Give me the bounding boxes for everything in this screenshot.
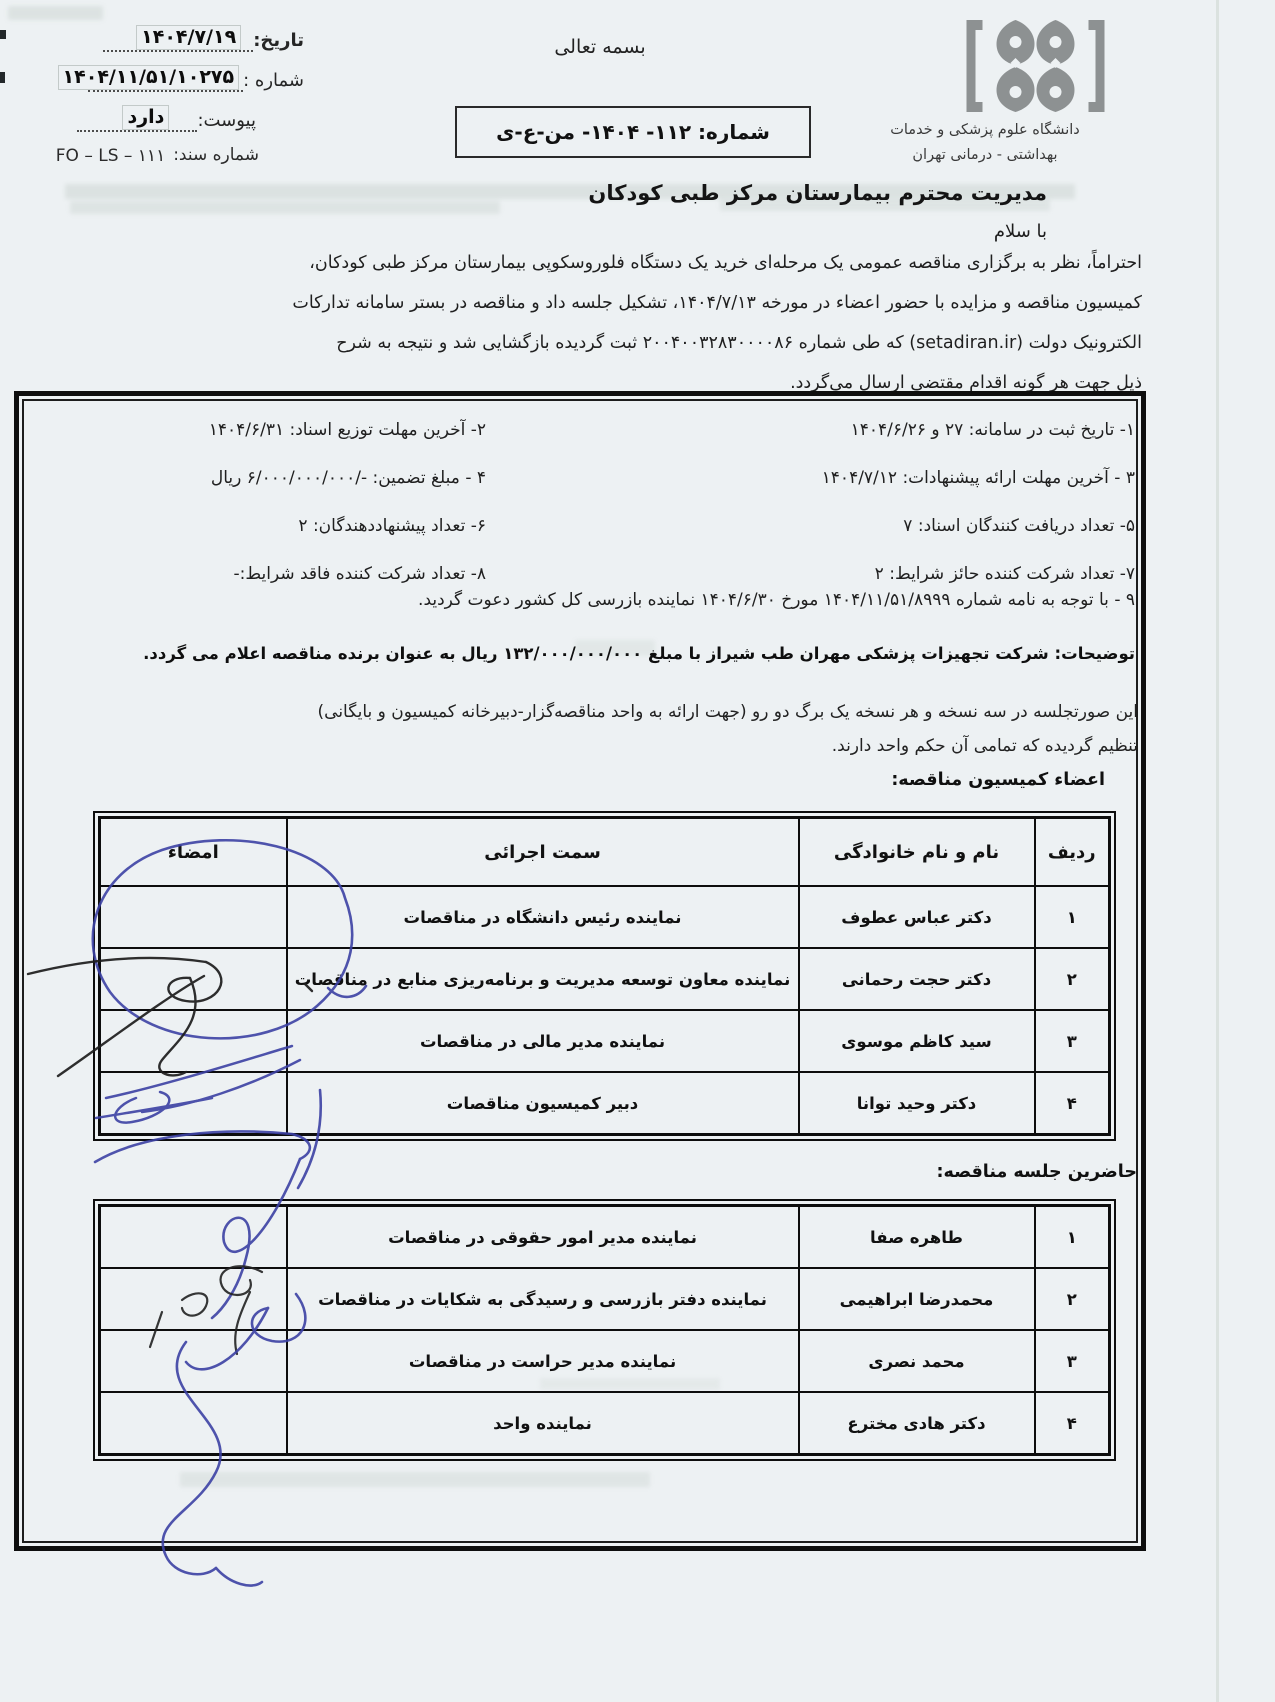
row-number: ۲: [1035, 948, 1110, 1010]
recipient-title: مدیریت محترم بیمارستان مرکز طبی کودکان: [588, 181, 1047, 205]
table-row: [100, 1010, 1110, 1072]
signature-cell: [100, 1268, 287, 1330]
tender-item-7: ۷- تعداد شرکت کننده حائز شرایط: ۲: [874, 564, 1135, 584]
tender-item-9: ۹ - با توجه به نامه شماره ۱۴۰۴/۱۱/۵۱/۸۹۹۹ مورخ ۱۴۰۴/۶/۳۰ نماینده بازرسی کل کشور دعوت گردید.: [418, 590, 1135, 610]
attendee-name: طاهره صفا: [799, 1206, 1035, 1269]
table-row: [100, 1392, 1110, 1455]
member-name: دکتر حجت رحمانی: [799, 948, 1035, 1010]
member-name: دکتر وحید توانا: [799, 1072, 1035, 1135]
number-label: شماره :: [243, 70, 304, 91]
member-role: دبیر کمیسیون مناقصات: [287, 1072, 799, 1135]
number-dotted-line: [62, 66, 243, 92]
signature-cell: [100, 1330, 287, 1392]
row-number: ۳: [1035, 1330, 1110, 1392]
member-name: سید کاظم موسوی: [799, 1010, 1035, 1072]
member-role: نماینده معاون توسعه مدیریت و برنامه‌ریزی منابع در مناقصات: [287, 948, 799, 1010]
registry-docnum-row: [8, 132, 304, 166]
table-row: [100, 1268, 1110, 1330]
signature-cell: [100, 886, 287, 948]
tender-item-6: ۶- تعداد پیشنهاددهندگان: ۲: [298, 516, 486, 536]
tender-item-2: ۲- آخرین مهلت توزیع اسناد: ۱۴۰۴/۶/۳۱: [208, 420, 486, 440]
member-role: نماینده مدیر مالی در مناقصات: [287, 1010, 799, 1072]
body-line: ذیل جهت هر گونه اقدام مقتضی ارسال می‌گردد.: [790, 373, 1142, 393]
attendees-heading: حاضرین جلسه مناقصه:: [936, 1162, 1137, 1182]
number-value-stamp: ۱۴۰۴/۱۱/۵۱/۱۰۲۷۵: [58, 65, 240, 90]
member-name: دکتر عباس عطوف: [799, 886, 1035, 948]
attendee-name: محمدرضا ابراهیمی: [799, 1268, 1035, 1330]
tender-item-4: ۴ - مبلغ تضمین: -/۶/۰۰۰/۰۰۰/۰۰۰ ریال: [210, 468, 486, 488]
university-logo: [958, 16, 1113, 116]
salutation: با سلام: [993, 221, 1047, 242]
date-value-stamp: ۱۴۰۴/۷/۱۹: [136, 25, 241, 50]
letter-body: [292, 245, 1142, 405]
signature-cell: [100, 948, 287, 1010]
table-row: [100, 1072, 1110, 1135]
commission-header-row: [100, 818, 1110, 887]
scan-artifact: [70, 201, 500, 214]
col-header-signature: امضاء: [100, 818, 287, 887]
signature-cell: [100, 1010, 287, 1072]
registry-date-row: [8, 12, 304, 52]
attachment-label: پیوست:: [197, 110, 256, 131]
attendee-role: نماینده مدیر حراست در مناقصات: [287, 1330, 799, 1392]
body-line: الکترونیک دولت (setadiran.ir) که طی شماره ۲۰۰۴۰۰۳۲۸۳۰۰۰۰۸۶ ثبت گردیده بازگشایی شد و نتیجه به شرح: [336, 333, 1142, 353]
page-edge-shadow: [1216, 0, 1219, 1702]
attendee-role: نماینده واحد: [287, 1392, 799, 1455]
table-row: [100, 1330, 1110, 1392]
signature-cell: [100, 1206, 287, 1269]
attendee-role: نماینده مدیر امور حقوقی در مناقصات: [287, 1206, 799, 1269]
commission-table: [98, 816, 1111, 1136]
member-role: نماینده رئیس دانشگاه در مناقصات: [287, 886, 799, 948]
signature-cell: [100, 1392, 287, 1455]
attachment-value-stamp: دارد: [122, 105, 169, 130]
col-header-role: سمت اجرائی: [287, 818, 799, 887]
tender-item-5: ۵- تعداد دریافت کنندگان اسناد: ۷: [903, 516, 1135, 536]
attendee-name: دکتر هادی مخترع: [799, 1392, 1035, 1455]
attachment-dotted-line: [77, 108, 197, 132]
doc-number-label: شماره سند:: [173, 145, 259, 165]
row-number: ۳: [1035, 1010, 1110, 1072]
note-line: تنظیم گردیده که تمامی آن حکم واحد دارند.: [831, 736, 1138, 756]
date-label: تاریخ:: [253, 30, 304, 51]
tender-item-8: ۸- تعداد شرکت کننده فاقد شرایط:-: [233, 564, 486, 584]
results-frame: [14, 391, 1146, 1551]
table-row: [100, 1206, 1110, 1269]
university-name: [860, 118, 1110, 167]
besmellah-text: بسمه تعالی: [554, 36, 646, 58]
row-number: ۲: [1035, 1268, 1110, 1330]
university-name-line2: بهداشتی - درمانی تهران: [912, 146, 1058, 163]
tender-item-1: ۱- تاریخ ثبت در سامانه: ۲۷ و ۱۴۰۴/۶/۲۶: [850, 420, 1135, 440]
table-row: [100, 948, 1110, 1010]
scan-edge-mark: [0, 30, 6, 39]
registry-block: [8, 12, 304, 166]
tender-item-3: ۳ - آخرین مهلت ارائه پیشنهادات: ۱۴۰۴/۷/۱۲: [821, 468, 1135, 488]
attendee-name: محمد نصری: [799, 1330, 1035, 1392]
university-name-line1: دانشگاه علوم پزشکی و خدمات: [890, 122, 1080, 138]
attendees-table: [98, 1204, 1111, 1456]
letter-number-box: شماره: ۱۱۲- ۱۴۰۴- من-ع-ی: [455, 106, 811, 158]
row-number: ۱: [1035, 886, 1110, 948]
scan-edge-mark: [0, 72, 5, 83]
note-line: این صورتجلسه در سه نسخه و هر نسخه یک برگ دو رو (جهت ارائه به واحد مناقصه‌گزار-دبیرخانه کمیسیون و بایگانی): [317, 702, 1138, 722]
row-number: ۴: [1035, 1072, 1110, 1135]
row-number: ۱: [1035, 1206, 1110, 1269]
registry-number-row: [8, 52, 304, 92]
signature-cell: [100, 1072, 287, 1135]
attendee-role: نماینده دفتر بازرسی و رسیدگی به شکایات در مناقصات: [287, 1268, 799, 1330]
doc-number-value: FO – LS – ۱۱۱: [55, 146, 166, 166]
commission-heading: اعضاء کمیسیون مناقصه:: [891, 770, 1105, 790]
body-line: کمیسیون مناقصه و مزایده با حضور اعضاء در مورخه ۱۴۰۴/۷/۱۳، تشکیل جلسه داد و مناقصه در بستر سامانه تدارکات: [292, 293, 1142, 313]
table-row: [100, 886, 1110, 948]
university-emblem-icon: [958, 16, 1113, 116]
registry-attachment-row: [8, 92, 304, 132]
col-header-name: نام و نام خانوادگی: [799, 818, 1035, 887]
tozihat-winner-line: توضیحات: شرکت تجهیزات پزشکی مهران طب شیراز با مبلغ ۱۳۲/۰۰۰/۰۰۰/۰۰۰ ریال به عنوان برنده مناقصه اعلام می گردد.: [143, 644, 1135, 663]
date-dotted-line: [103, 28, 253, 52]
col-header-row-number: ردیف: [1035, 818, 1110, 887]
row-number: ۴: [1035, 1392, 1110, 1455]
body-line: احتراماً، نظر به برگزاری مناقصه عمومی یک مرحله‌ای خرید یک دستگاه فلوروسکوپی بیمارستان مرکز طبی کودکان،: [309, 253, 1142, 273]
